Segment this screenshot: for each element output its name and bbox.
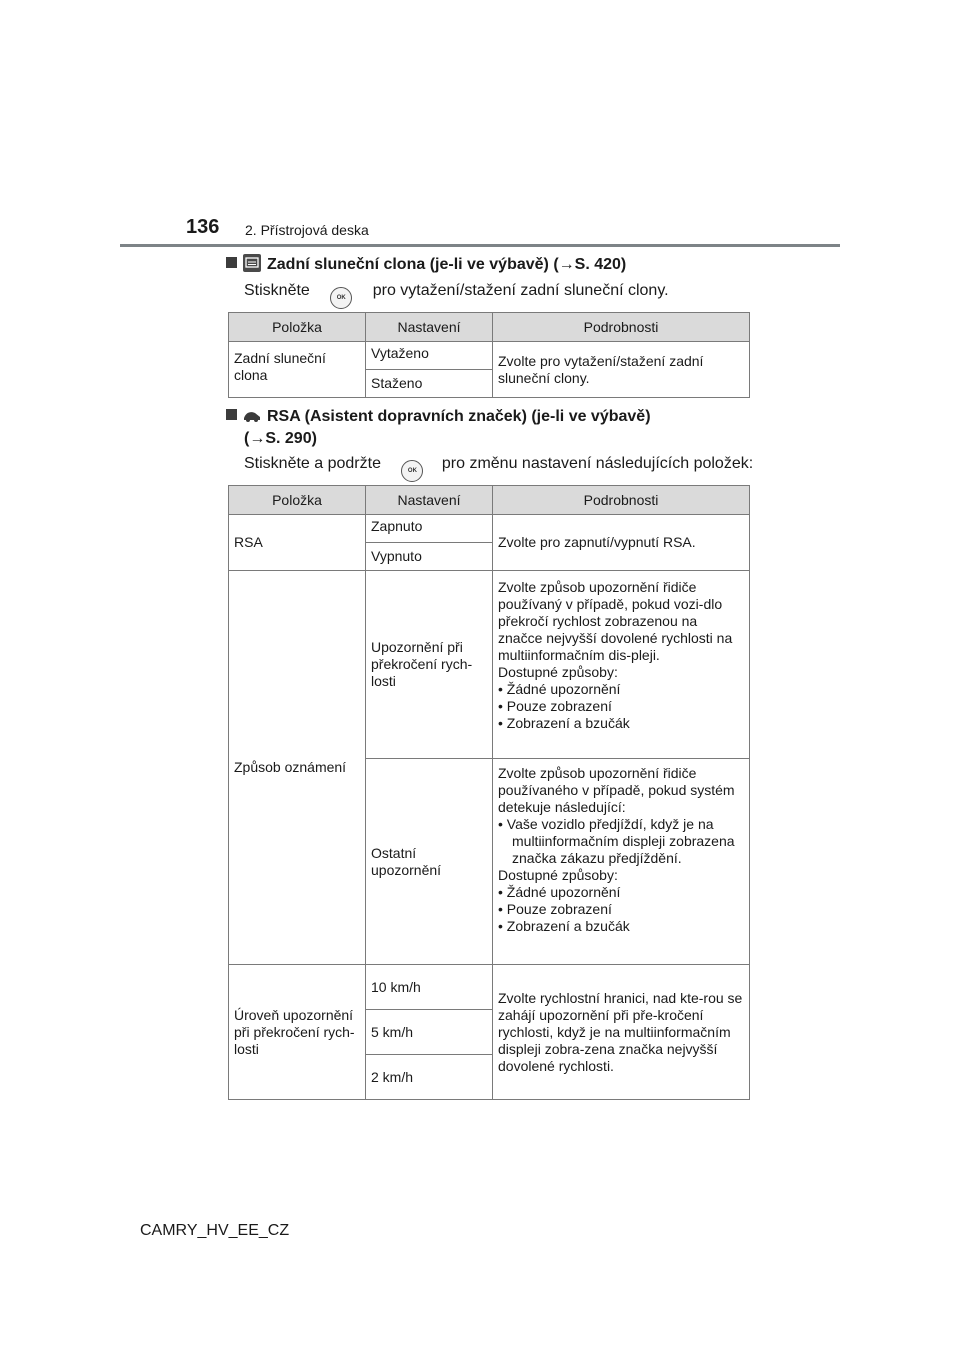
header-divider <box>120 244 840 247</box>
details-cell: Zvolte pro vytažení/stažení zadní sluneční clony. <box>493 342 750 398</box>
sunshade-icon <box>243 254 261 272</box>
table-header-row <box>229 486 750 515</box>
table-row <box>229 571 750 759</box>
setting-cell: Vytaženo <box>366 342 493 370</box>
ok-button-icon: OK <box>401 460 423 482</box>
sunshade-table <box>228 312 750 398</box>
column-header: Podrobnosti <box>493 486 750 515</box>
details-text: Dostupné způsoby: <box>498 867 618 883</box>
details-cell <box>493 571 750 759</box>
setting-cell: 10 km/h <box>366 965 493 1010</box>
details-cell: Zvolte rychlostní hranici, nad kte-rou se zahájí upozornění při pře-kročení rychlosti, když je na multiinformačním displeji zobra-zena značka nejvyšší dovolené rychlosti. <box>493 965 750 1100</box>
section-rsa-instruction <box>244 455 753 482</box>
details-text: Dostupné způsoby: <box>498 664 618 680</box>
instruction-text: Stiskněte a podržte <box>244 455 381 472</box>
list-item: • Pouze zobrazení <box>498 698 612 714</box>
section-rsa-title-line2: (→S. 290) <box>244 430 317 447</box>
details-cell: Zvolte pro zapnutí/vypnutí RSA. <box>493 515 750 571</box>
section-rsa-title <box>226 406 651 428</box>
footer-code: CAMRY_HV_EE_CZ <box>140 1222 290 1239</box>
details-cell <box>493 759 750 965</box>
instruction-text: Stiskněte <box>244 282 310 299</box>
column-header: Položka <box>229 313 366 342</box>
table-row <box>229 515 750 543</box>
column-header: Podrobnosti <box>493 313 750 342</box>
list-item: • Pouze zobrazení <box>498 901 612 917</box>
list-item: • Zobrazení a bzučák <box>498 715 630 731</box>
section-rsa-title-line1: RSA (Asistent dopravních značek) (je-li ve výbavě) <box>267 408 651 425</box>
section-sunshade-title <box>226 254 626 276</box>
chapter-title: 2. Přístrojová deska <box>245 222 369 238</box>
setting-cell: Zapnuto <box>366 515 493 543</box>
setting-cell: 2 km/h <box>366 1055 493 1100</box>
list-item: • Vaše vozidlo předjíždí, když je na multiinformačním displeji zobrazena značka zákazu předjíždění. <box>498 816 735 866</box>
item-cell: RSA <box>229 515 366 571</box>
setting-cell: Vypnuto <box>366 543 493 571</box>
list-item: • Žádné upozornění <box>498 884 621 900</box>
item-cell: Zadní sluneční clona <box>229 342 366 398</box>
column-header: Nastavení <box>366 486 493 515</box>
page-number: 136 <box>186 216 220 238</box>
list-item: • Žádné upozornění <box>498 681 621 697</box>
square-bullet-icon <box>226 257 237 268</box>
table-header-row <box>229 313 750 342</box>
rsa-table <box>228 485 750 1100</box>
square-bullet-icon <box>226 409 237 420</box>
details-text: Zvolte způsob upozornění řidiče používaný v případě, pokud vozi-dlo překročí rychlost zobrazenou na značce nejvyšší dovolené rychlosti na multiinformačním dis-pleji. <box>498 579 733 663</box>
item-cell: Způsob oznámení <box>229 571 366 965</box>
setting-cell: 5 km/h <box>366 1010 493 1055</box>
ok-button-icon: OK <box>330 287 352 309</box>
setting-cell: Staženo <box>366 370 493 398</box>
column-header: Položka <box>229 486 366 515</box>
section-sunshade-title-text: Zadní sluneční clona (je-li ve výbavě) (→S. 420) <box>267 256 627 273</box>
item-cell: Úroveň upozornění při překročení rych-losti <box>229 965 366 1100</box>
instruction-text: pro změnu nastavení následujících položek: <box>441 455 754 472</box>
list-item: • Zobrazení a bzučák <box>498 918 630 934</box>
setting-cell: Upozornění při překročení rych-losti <box>366 571 493 759</box>
table-row <box>229 342 750 370</box>
column-header: Nastavení <box>366 313 493 342</box>
setting-cell: Ostatní upozornění <box>366 759 493 965</box>
road-sign-icon <box>243 406 261 424</box>
details-text: Zvolte způsob upozornění řidiče používaného v případě, pokud systém detekuje následující: <box>498 765 735 815</box>
section-sunshade-instruction <box>244 282 669 309</box>
table-row <box>229 965 750 1010</box>
instruction-text: pro vytažení/stažení zadní sluneční clony. <box>372 282 669 299</box>
